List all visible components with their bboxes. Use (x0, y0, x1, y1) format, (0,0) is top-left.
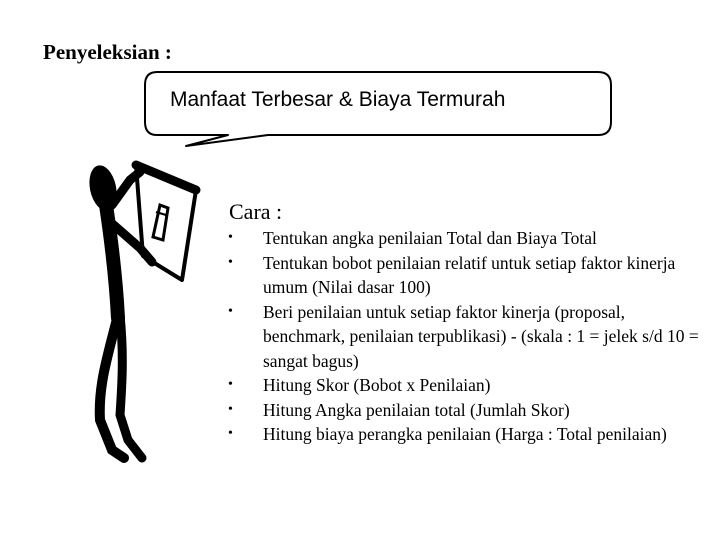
list-item (228, 226, 708, 251)
bullet-icon: • (228, 401, 233, 417)
bullet-icon: • (228, 303, 233, 319)
step-text: Hitung Angka penilaian total (Jumlah Skor) (263, 399, 570, 420)
list-item (228, 398, 708, 423)
bullet-icon: • (228, 426, 233, 441)
list-item (228, 300, 708, 374)
step-text: Hitung biaya perangka penilaian (Harga : Total penilaian) (263, 424, 667, 444)
step-text: Tentukan angka penilaian Total dan Biaya Total (263, 228, 597, 248)
bullet-icon: • (228, 230, 233, 245)
list-item (228, 373, 708, 398)
sign-board-icon (136, 165, 196, 280)
bullet-icon: • (228, 254, 233, 270)
step-text: Hitung Skor (Bobot x Penilaian) (263, 375, 491, 395)
step-text: Beri penilaian untuk setiap faktor kinerja (proposal, benchmark, penilaian terpublikasi) - (skala : 1 = jelek s/d 10 = sangat bagus) (263, 301, 699, 371)
step-text: Tentukan bobot penilaian relatif untuk setiap faktor kinerja umum (Nilai dasar 100) (263, 252, 676, 297)
section-label: Cara : (229, 199, 283, 224)
list-item (228, 251, 708, 300)
list-item (228, 422, 708, 447)
bullet-icon: • (228, 377, 233, 392)
steps-list (228, 226, 708, 447)
callout-text: Manfaat Terbesar & Biaya Termurah (170, 88, 506, 111)
slide-title: Penyeleksian : (43, 40, 172, 64)
